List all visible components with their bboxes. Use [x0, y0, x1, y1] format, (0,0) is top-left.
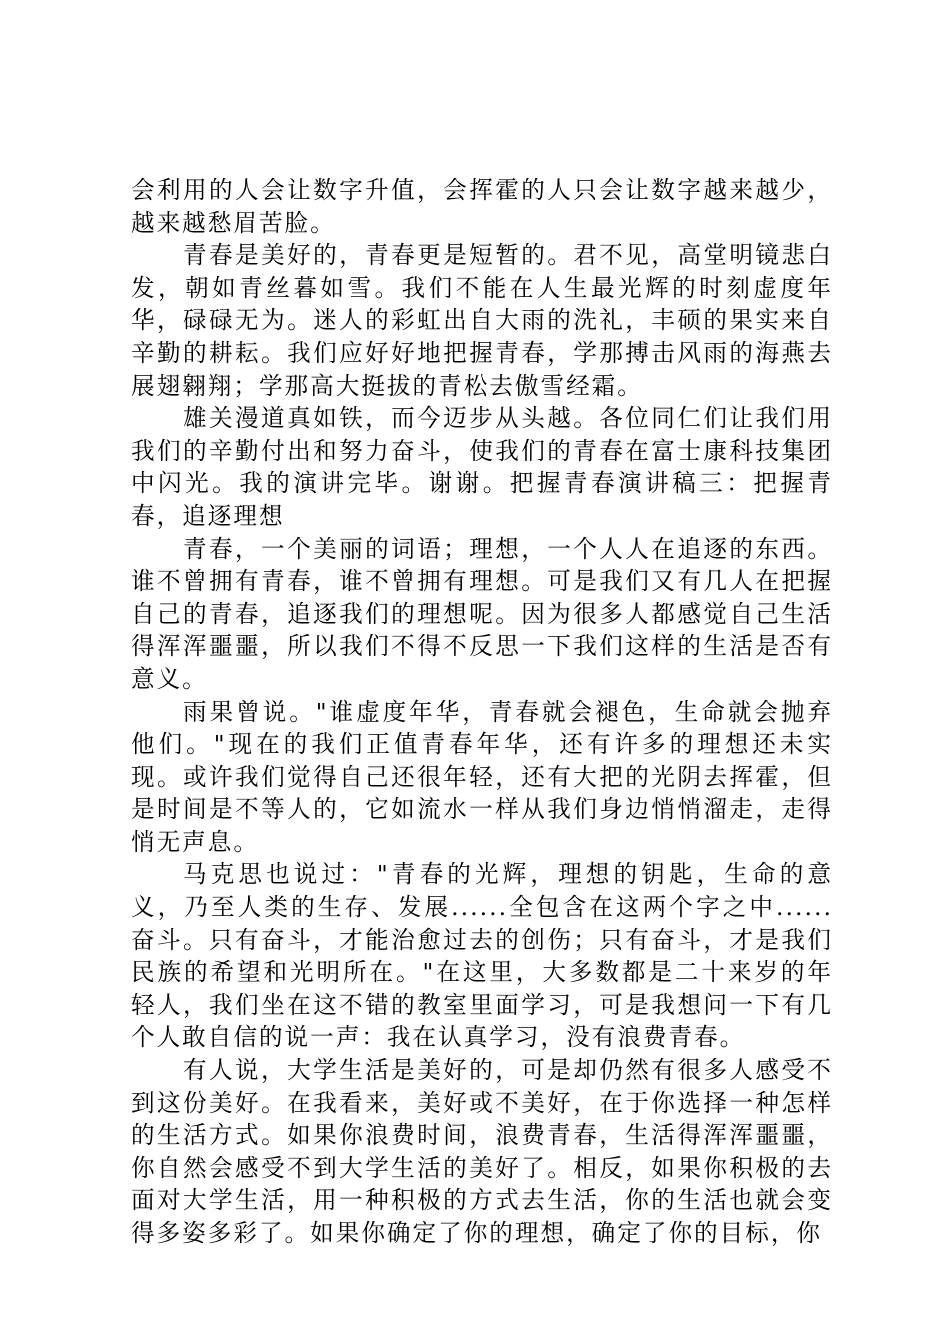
- paragraph-closing-speech: 雄关漫道真如铁，而今迈步从头越。各位同仁们让我们用我们的辛勤付出和努力奋斗，使我们的青春在富士康科技集团中闪光。我的演讲完毕。谢谢。把握青春演讲稿三：把握青春，追逐理想: [131, 404, 833, 530]
- paragraph-marx-quote: 马克思也说过："青春的光辉，理想的钥匙，生命的意义，乃至人类的生存、发展......全包含在这两个字之中......奋斗。只有奋斗，才能治愈过去的创伤；只有奋斗，才是我们民族的希望和光明所在。"在这里，大多数都是二十来岁的年轻人，我们坐在这不错的教室里面学习，可是我想问一下有几个人敢自信的说一声：我在认真学习，没有浪费青春。: [131, 860, 833, 1052]
- document-body: [131, 174, 833, 1250]
- paragraph-youth-ideals: 青春，一个美丽的词语；理想，一个人人在追逐的东西。谁不曾拥有青春，谁不曾拥有理想。可是我们又有几人在把握自己的青春，追逐我们的理想呢。因为很多人都感觉自己生活得浑浑噩噩，所以我们不得不反思一下我们这样的生活是否有意义。: [131, 534, 833, 693]
- paragraph-hugo-quote: 雨果曾说。"谁虚度年华，青春就会褪色，生命就会抛弃他们。"现在的我们正值青春年华，还有许多的理想还未实现。或许我们觉得自己还很年轻，还有大把的光阴去挥霍，但是时间是不等人的，它如流水一样从我们身边悄悄溜走，走得悄无声息。: [131, 697, 833, 856]
- paragraph-college-life: 有人说，大学生活是美好的，可是却仍然有很多人感受不到这份美好。在我看来，美好或不美好，在于你选择一种怎样的生活方式。如果你浪费时间，浪费青春，生活得浑浑噩噩，你自然会感受不到大学生活的美好了。相反，如果你积极的去面对大学生活，用一种积极的方式去生活，你的生活也就会变得多姿多彩了。如果你确定了你的理想，确定了你的目标，你: [131, 1056, 833, 1247]
- paragraph-continuation: 会利用的人会让数字升值，会挥霍的人只会让数字越来越少，越来越愁眉苦脸。: [131, 176, 833, 237]
- paragraph-youth-brief: 青春是美好的，青春更是短暂的。君不见，高堂明镜悲白发，朝如青丝暮如雪。我们不能在人生最光辉的时刻虚度年华，碌碌无为。迷人的彩虹出自大雨的洗礼，丰硕的果实来自辛勤的耕耘。我们应好好地把握青春，学那搏击风雨的海燕去展翅翱翔；学那高大挺拔的青松去傲雪经霜。: [131, 241, 833, 400]
